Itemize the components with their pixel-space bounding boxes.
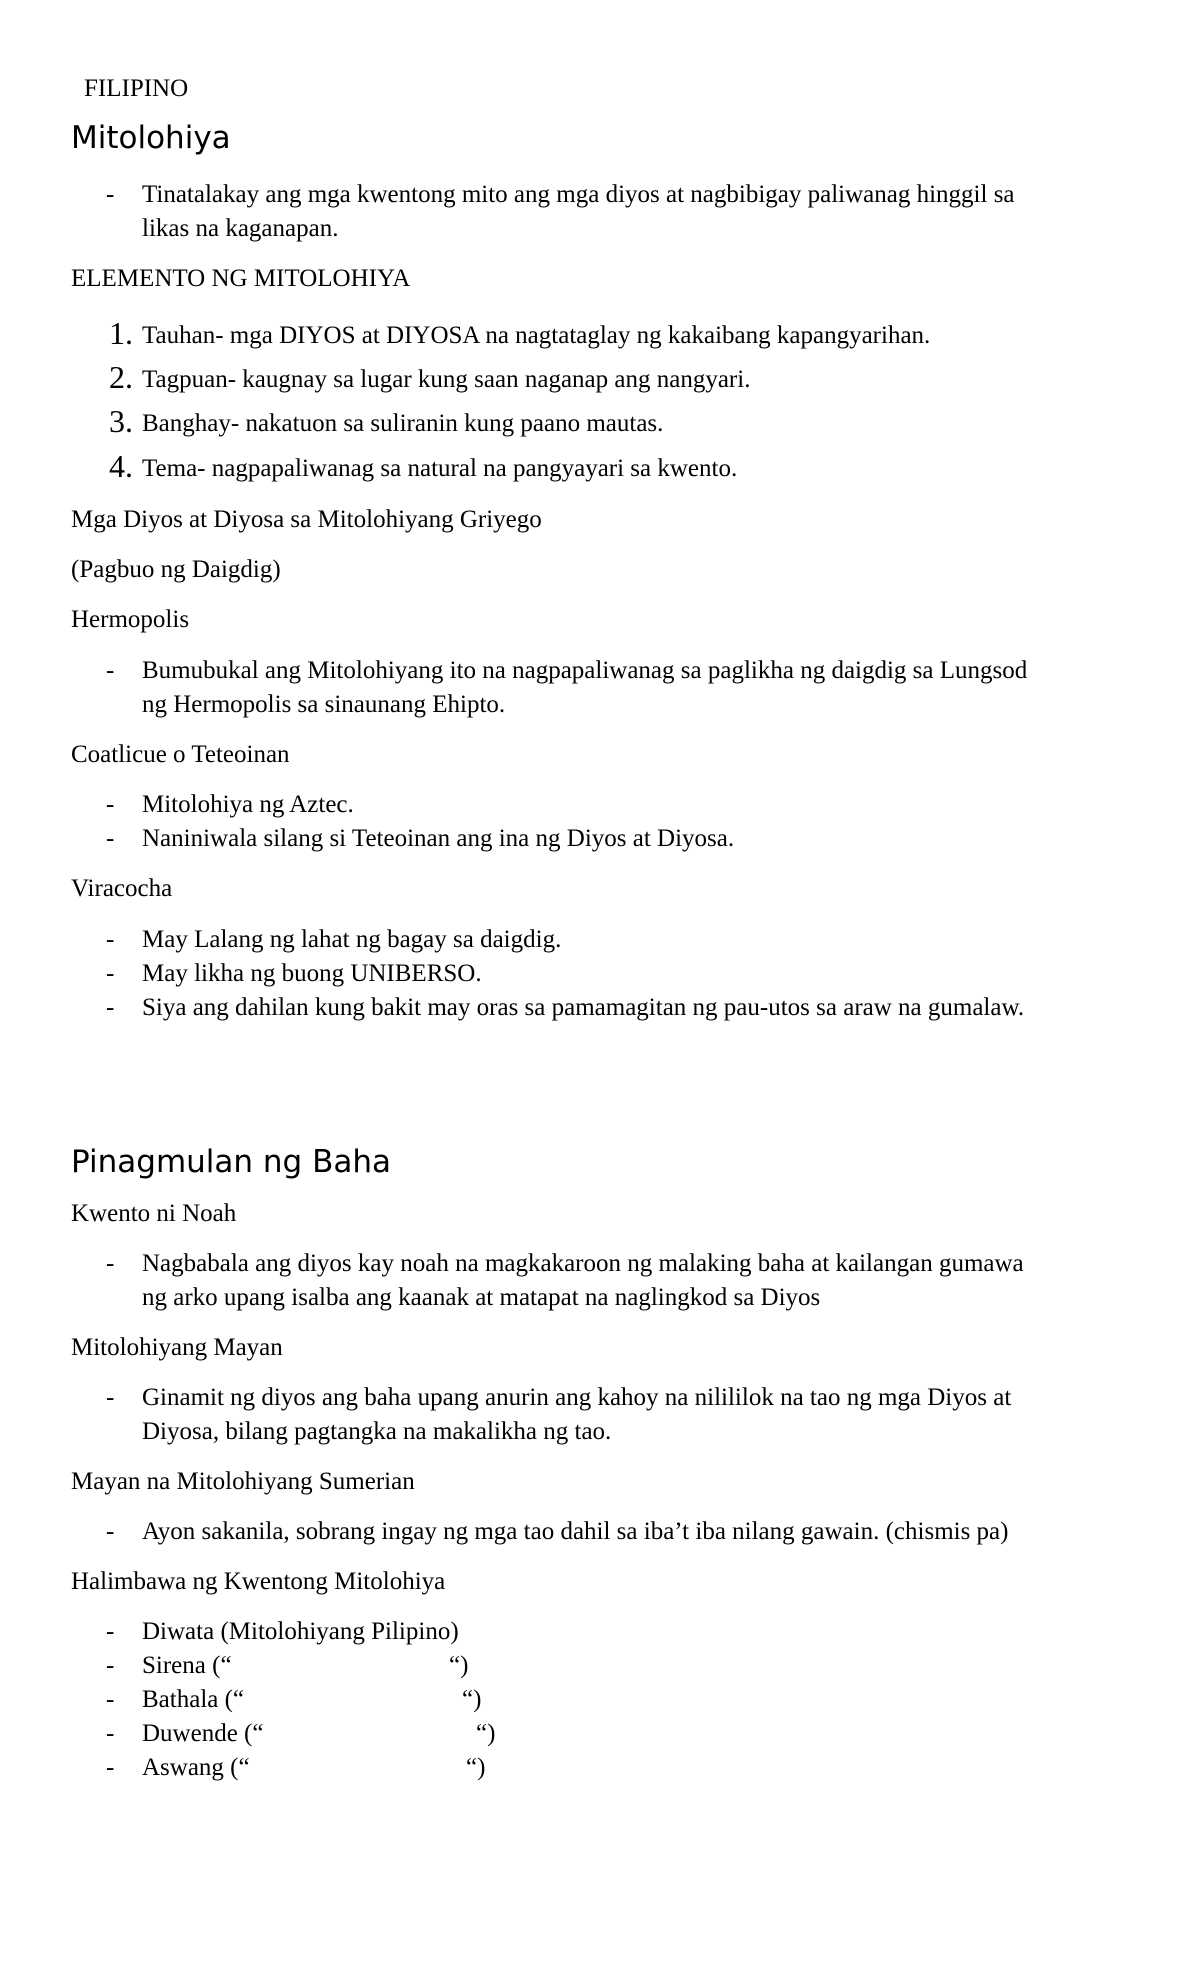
example-item-close: “) (476, 1720, 496, 1747)
mayan-line-2: Diyosa, bilang pagtangka na makalikha ng tao. (142, 1418, 612, 1445)
bullet-dash: - (106, 1250, 115, 1277)
example-item-name: Bathala (“ (142, 1686, 245, 1713)
bullet-dash: - (106, 657, 115, 684)
element-item: Tagpuan- kaugnay sa lugar kung saan naganap ang nangyari. (142, 366, 751, 393)
examples-title: Halimbawa ng Kwentong Mitolohiya (71, 1568, 446, 1595)
bullet-dash: - (106, 825, 115, 852)
mayan-line-1: Ginamit ng diyos ang baha upang anurin ang kahoy na nilililok na tao ng mga Diyos at (142, 1384, 1012, 1411)
bullet-dash: - (106, 1652, 115, 1679)
viracocha-item: Siya ang dahilan kung bakit may oras sa pamamagitan ng pau-utos sa araw na gumalaw. (142, 994, 1025, 1021)
creation-heading: (Pagbuo ng Daigdig) (71, 556, 281, 583)
hermopolis-line-2: ng Hermopolis sa sinaunang Ehipto. (142, 691, 506, 718)
section-title-pinagmulan: Pinagmulan ng Baha (71, 1144, 391, 1180)
example-item-close: “) (466, 1754, 486, 1781)
element-item: Banghay- nakatuon sa suliranin kung paano mautas. (142, 410, 664, 437)
bullet-dash: - (106, 181, 115, 208)
list-number: 2. (109, 359, 133, 395)
bullet-dash: - (106, 1686, 115, 1713)
viracocha-title: Viracocha (71, 875, 173, 902)
gods-heading: Mga Diyos at Diyosa sa Mitolohiyang Griyego (71, 506, 542, 533)
sumerian-title: Mayan na Mitolohiyang Sumerian (71, 1468, 415, 1495)
coatlicue-item: Naniniwala silang si Teteoinan ang ina ng Diyos at Diyosa. (142, 825, 735, 852)
list-number: 4. (109, 448, 133, 484)
example-item-name: Sirena (“ (142, 1652, 232, 1679)
sumerian-line-1: Ayon sakanila, sobrang ingay ng mga tao dahil sa iba’t iba nilang gawain. (chismis pa) (142, 1518, 1009, 1545)
noah-line-1: Nagbabala ang diyos kay noah na magkakaroon ng malaking baha at kailangan gumawa (142, 1250, 1024, 1277)
bullet-dash: - (106, 1618, 115, 1645)
bullet-dash: - (106, 926, 115, 953)
list-number: 1. (109, 315, 133, 351)
example-item-name: Aswang (“ (142, 1754, 250, 1781)
bullet-dash: - (106, 1384, 115, 1411)
noah-title: Kwento ni Noah (71, 1200, 237, 1227)
bullet-dash: - (106, 1754, 115, 1781)
bullet-dash: - (106, 1720, 115, 1747)
bullet-dash: - (106, 1518, 115, 1545)
elements-heading: ELEMENTO NG MITOLOHIYA (71, 265, 411, 292)
definition-line-1: Tinatalakay ang mga kwentong mito ang mga diyos at nagbibigay paliwanag hinggil sa (142, 181, 1015, 208)
example-item-close: “) (462, 1686, 482, 1713)
bullet-dash: - (106, 960, 115, 987)
element-item: Tauhan- mga DIYOS at DIYOSA na nagtataglay ng kakaibang kapangyarihan. (142, 322, 931, 349)
coatlicue-title: Coatlicue o Teteoinan (71, 741, 290, 768)
noah-line-2: ng arko upang isalba ang kaanak at matapat na naglingkod sa Diyos (142, 1284, 821, 1311)
section-title-mitolohiya: Mitolohiya (71, 120, 231, 156)
example-item-name: Diwata (Mitolohiyang Pilipino) (142, 1618, 459, 1645)
coatlicue-item: Mitolohiya ng Aztec. (142, 791, 354, 818)
hermopolis-title: Hermopolis (71, 606, 190, 633)
element-item: Tema- nagpapaliwanag sa natural na pangyayari sa kwento. (142, 455, 738, 482)
viracocha-item: May Lalang ng lahat ng bagay sa daigdig. (142, 926, 562, 953)
mayan-title: Mitolohiyang Mayan (71, 1334, 283, 1361)
definition-line-2: likas na kaganapan. (142, 215, 339, 242)
bullet-dash: - (106, 791, 115, 818)
list-number: 3. (109, 403, 133, 439)
example-item-close: “) (449, 1652, 469, 1679)
example-item-name: Duwende (“ (142, 1720, 264, 1747)
hermopolis-line-1: Bumubukal ang Mitolohiyang ito na nagpapaliwanag sa paglikha ng daigdig sa Lungsod (142, 657, 1028, 684)
viracocha-item: May likha ng buong UNIBERSO. (142, 960, 482, 987)
subject-label: FILIPINO (84, 75, 189, 102)
bullet-dash: - (106, 994, 115, 1021)
